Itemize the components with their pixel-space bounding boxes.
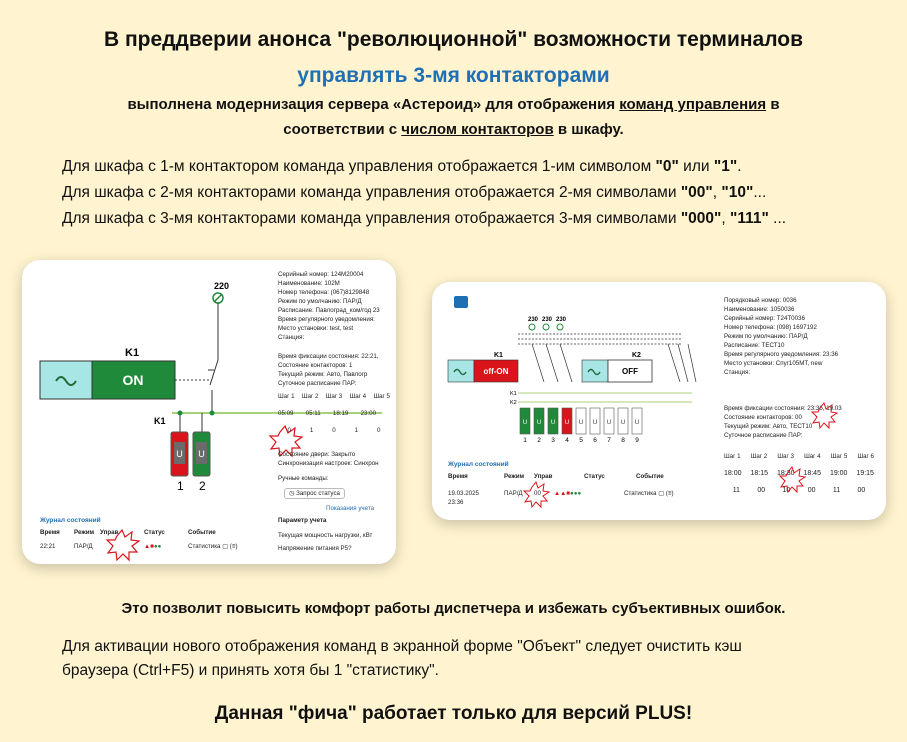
svg-text:U: U: [578, 420, 584, 426]
request-status-button[interactable]: ◷ Запрос статуса: [284, 488, 345, 499]
svg-text:off-ON: off-ON: [483, 367, 509, 376]
door-sync-info-1: Состояние двери: Закрыто Синхронизация настроек: Синхрон Ручные команды:: [278, 451, 379, 482]
state-info-2: Время фиксации состояния: 23:36, 19.03 Состояние контакторов: 00 Текущий режим: Авто, ТЕСТ10 Суточное расписание ПАР:: [724, 405, 842, 439]
svg-text:OFF: OFF: [622, 367, 638, 376]
svg-text:U: U: [564, 420, 570, 426]
journal-title-2: Журнал состояний: [448, 461, 509, 468]
screenshot-two-contactors: [432, 282, 886, 520]
contactor-6-label: 6: [593, 437, 597, 444]
journal-header-1: Время Режим Управ Статус Событие: [40, 529, 216, 536]
headline-highlight: управлять 3-мя контакторами: [297, 64, 610, 87]
rule-1: Для шкафа с 1-м контактором команда управления отображается 1-им символом "0" или "1".: [62, 158, 742, 175]
state-info-1: Время фиксации состояния: 22:21, Состояние контакторов: 1 Текущий режим: Авто, Павлогр Суточное расписание ПАР:: [278, 353, 379, 387]
rule-3: Для шкафа с 3-мя контакторами команда управления отображается 3-мя символами "000", "111" ...: [62, 210, 787, 227]
contactor-2-label: 2: [537, 437, 541, 444]
schedule-table-2: Шаг 1 Шаг 2 Шаг 3 Шаг 4 Шаг 5 Шаг 6 18:00 18:15 18:30 18:45 19:00 19:15 11 00 10 00 11 00: [724, 453, 874, 494]
contactor-9-label: 9: [635, 437, 639, 444]
contactor-7-label: 7: [607, 437, 611, 444]
activation-line-1: Для активации нового отображения команд в экранной форме "Объект" следует очистить кэш: [62, 638, 742, 655]
status-icons-1: ▲■●●: [144, 543, 162, 550]
headline: В преддверии анонса "революционной" возможности терминалов: [103, 28, 804, 51]
journal-row-2: 19.03.2025 23:36 ПАР/Д 00 ▲▲■●●● Статистика ▢ (≡): [448, 490, 674, 506]
meter-table-1: Параметр учета Текущая мощность нагрузки, кВт Напряжение питания P5?: [278, 517, 373, 552]
subheading-line-2: соответствии с числом контакторов в шкафу.: [283, 121, 624, 138]
svg-text:K2: K2: [510, 400, 517, 406]
plus-only-notice: Данная "фича" работает только для версий PLUS!: [214, 703, 693, 724]
k1-side-label: K1: [154, 416, 166, 426]
subheading-line-1: выполнена модернизация сервера «Астероид» для отображения команд управления в: [127, 96, 780, 113]
object-info-2: Порядковый номер: 0036 Наименование: 1050036 Серийный номер: T24T0036 Номер телефона: (098) 1697192 Режим по умолчанию: ПАР/Д Расписание: ТЕСТ10 Время регулярного уведомления: 23:36 Место установки: Спуг105MT, new Станция:: [724, 297, 839, 376]
contactor-4-label: 4: [565, 437, 569, 444]
show-meter-link[interactable]: Показания учета: [326, 505, 375, 512]
contactor-8-label: 8: [621, 437, 625, 444]
benefit-text: Это позволит повысить комфорт работы диспетчера и избежать субъективных ошибок.: [121, 600, 786, 617]
svg-text:U: U: [522, 420, 528, 426]
svg-text:U: U: [550, 420, 556, 426]
svg-text:K2: K2: [632, 352, 641, 359]
screenshot-single-contactor: [22, 260, 396, 564]
svg-text:230: 230: [556, 317, 567, 323]
contactor-5-label: 5: [579, 437, 583, 444]
svg-text:U: U: [536, 420, 542, 426]
journal-header-2: Время Режим Управ Статус Событие: [448, 473, 664, 480]
rule-2: Для шкафа с 2-мя контакторами команда управления отображается 2-мя символами "00", "10"...: [62, 184, 767, 201]
voltage-label: 220: [214, 281, 230, 291]
journal-title-1: Журнал состояний: [40, 517, 101, 524]
svg-text:U: U: [176, 449, 183, 459]
activation-line-2: браузера (Ctrl+F5) и принять хотя бы 1 "статистику".: [62, 662, 439, 679]
journal-row-1: 22:21 ПАР/Д ▲■●● Статистика ▢ (≡): [40, 543, 238, 550]
svg-text:U: U: [198, 449, 205, 459]
svg-text:230: 230: [528, 317, 539, 323]
svg-text:U: U: [606, 420, 612, 426]
contactor-3-label: 3: [551, 437, 555, 444]
svg-text:U: U: [620, 420, 626, 426]
k1-label: K1: [125, 347, 140, 359]
svg-text:K1: K1: [494, 352, 503, 359]
svg-text:U: U: [592, 420, 598, 426]
k1-state-text: ON: [122, 372, 144, 388]
status-icons-2: ▲▲■●●●: [554, 490, 582, 497]
contactor-2-label: 2: [199, 479, 206, 493]
svg-text:U: U: [634, 420, 640, 426]
svg-text:230: 230: [542, 317, 553, 323]
svg-text:K1: K1: [510, 391, 517, 397]
schedule-table-1: Шаг 1 Шаг 2 Шаг 3 Шаг 4 Шаг 5 05:09 05:11 18:19 23:00 0 1 0 1 0: [278, 393, 390, 434]
object-info-1: Серийный номер: 124M20004 Наименование: 102М Номер телефона: (067)8129848 Режим по умолчанию: ПАР/Д Расписание: Павлоград_ком/год 23 Время регулярного уведомления: Место установки: test, test Станция:: [278, 271, 380, 341]
contactor-1-label: 1: [523, 437, 527, 444]
contactor-1-label: 1: [177, 479, 184, 493]
